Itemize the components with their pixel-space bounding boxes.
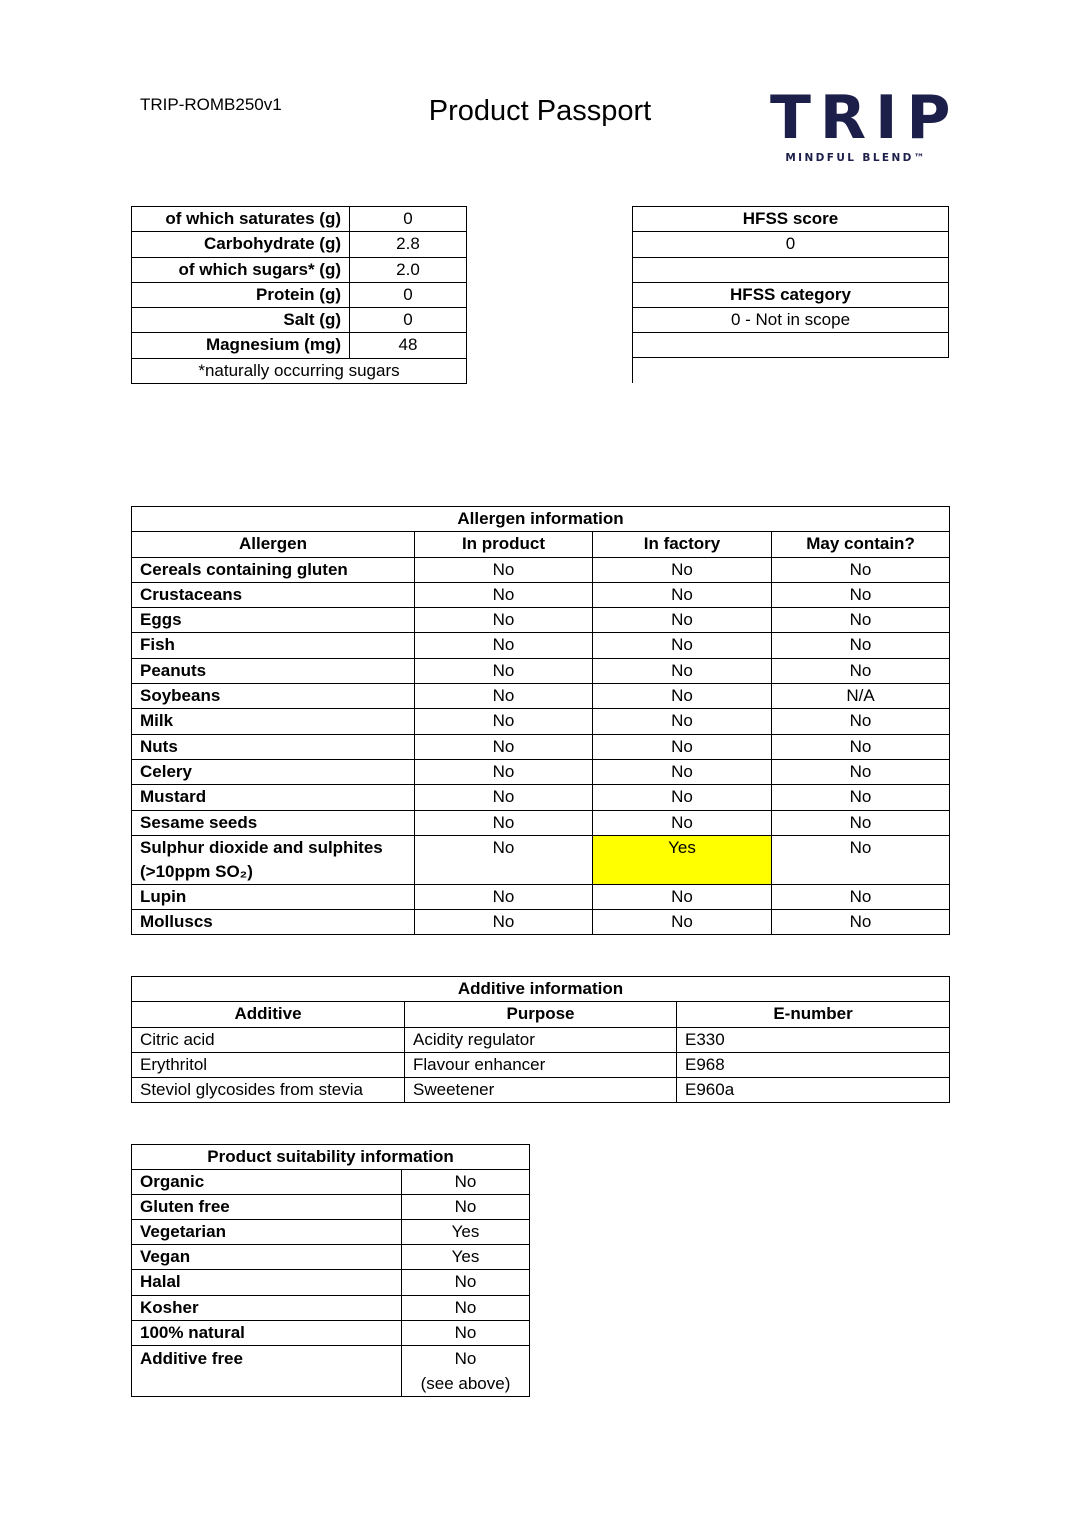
allergen-name <box>132 759 415 784</box>
allergen-name <box>132 633 415 658</box>
allergen-row <box>132 608 950 633</box>
allergen-name-line: Eggs <box>140 610 182 630</box>
allergen-name-line: Soybeans <box>140 686 221 706</box>
suitability-row <box>132 1295 530 1320</box>
allergen-name <box>132 785 415 810</box>
nutrition-label: of which sugars* (g) <box>132 257 350 282</box>
nutrition-value: 0 <box>350 308 467 333</box>
allergen-in-factory: No <box>593 684 772 709</box>
suitability-value-line: No <box>454 1197 477 1217</box>
allergen-row <box>132 633 950 658</box>
allergen-in-factory: No <box>593 910 772 935</box>
nutrition-footnote: *naturally occurring sugars <box>132 358 467 383</box>
suitability-label: Halal <box>132 1270 402 1295</box>
hfss-category-label: HFSS category <box>632 282 949 307</box>
suitability-value-line: No <box>454 1172 477 1192</box>
additive-header-purpose: Purpose <box>405 1002 677 1027</box>
allergen-may-contain: No <box>772 582 950 607</box>
nutrition-value: 2.8 <box>350 232 467 257</box>
suitability-value-line: No <box>454 1297 477 1317</box>
suitability-value <box>402 1220 530 1245</box>
suitability-value-line: No <box>454 1272 477 1292</box>
allergen-in-factory: No <box>593 759 772 784</box>
additive-title: Additive information <box>132 977 950 1002</box>
hfss-score-label: HFSS score <box>632 206 949 231</box>
suitability-row <box>132 1345 530 1396</box>
allergen-in-factory: No <box>593 582 772 607</box>
allergen-in-product: No <box>415 884 593 909</box>
allergen-in-factory: No <box>593 734 772 759</box>
allergen-in-factory: No <box>593 658 772 683</box>
allergen-name <box>132 658 415 683</box>
allergen-may-contain: No <box>772 785 950 810</box>
allergen-may-contain: No <box>772 633 950 658</box>
allergen-row <box>132 734 950 759</box>
hfss-spacer-row <box>632 257 949 282</box>
allergen-row <box>132 684 950 709</box>
suitability-value <box>402 1270 530 1295</box>
suitability-label: Vegetarian <box>132 1220 402 1245</box>
additive-header-additive: Additive <box>132 1002 405 1027</box>
suitability-value <box>402 1320 530 1345</box>
allergen-name <box>132 835 415 884</box>
hfss-box <box>632 206 949 383</box>
allergen-table <box>131 506 950 935</box>
additive-enumber: E960a <box>677 1078 950 1103</box>
allergen-title: Allergen information <box>132 507 950 532</box>
allergen-name-line2: (>10ppm SO₂) <box>140 861 253 881</box>
allergen-in-product: No <box>415 835 593 884</box>
allergen-row <box>132 785 950 810</box>
suitability-value <box>402 1345 530 1396</box>
nutrition-row <box>132 207 467 232</box>
allergen-name-line: Crustaceans <box>140 584 243 604</box>
nutrition-label: Magnesium (mg) <box>132 333 350 358</box>
hfss-empty-row <box>632 332 949 357</box>
allergen-in-product: No <box>415 557 593 582</box>
suitability-row <box>132 1220 530 1245</box>
suitability-row <box>132 1270 530 1295</box>
allergen-may-contain: No <box>772 759 950 784</box>
suitability-title: Product suitability information <box>132 1145 530 1170</box>
additive-name: Erythritol <box>132 1052 405 1077</box>
nutrition-row <box>132 232 467 257</box>
allergen-in-factory: No <box>593 633 772 658</box>
allergen-row <box>132 658 950 683</box>
suitability-label: 100% natural <box>132 1320 402 1345</box>
allergen-in-product: No <box>415 785 593 810</box>
logo-wordmark: TRIP <box>770 83 960 153</box>
additive-row <box>132 1027 950 1052</box>
suitability-value <box>402 1170 530 1195</box>
allergen-name-line: Nuts <box>140 736 178 756</box>
allergen-in-factory: No <box>593 608 772 633</box>
allergen-title-row <box>132 507 950 532</box>
allergen-may-contain: No <box>772 608 950 633</box>
suitability-row <box>132 1195 530 1220</box>
allergen-row <box>132 810 950 835</box>
allergen-header-allergen: Allergen <box>132 532 415 557</box>
allergen-row <box>132 759 950 784</box>
additive-enumber: E968 <box>677 1052 950 1077</box>
nutrition-row <box>132 308 467 333</box>
allergen-name-line: Cereals containing gluten <box>140 559 348 579</box>
allergen-header-may-contain: May contain? <box>772 532 950 557</box>
allergen-row <box>132 709 950 734</box>
hfss-score-value: 0 <box>632 231 949 256</box>
allergen-in-product: No <box>415 608 593 633</box>
allergen-in-product: No <box>415 734 593 759</box>
allergen-name-line: Peanuts <box>140 660 207 680</box>
nutrition-value: 48 <box>350 333 467 358</box>
additive-title-row <box>132 977 950 1002</box>
suitability-value <box>402 1295 530 1320</box>
allergen-may-contain: No <box>772 557 950 582</box>
nutrition-label: Carbohydrate (g) <box>132 232 350 257</box>
allergen-row <box>132 557 950 582</box>
allergen-name <box>132 709 415 734</box>
suitability-value-line: Yes <box>451 1247 480 1267</box>
suitability-label: Vegan <box>132 1245 402 1270</box>
suitability-value-line: Yes <box>451 1222 480 1242</box>
allergen-name <box>132 582 415 607</box>
allergen-may-contain: No <box>772 658 950 683</box>
additive-purpose: Sweetener <box>405 1078 677 1103</box>
suitability-value-line: No <box>454 1348 477 1368</box>
additive-name: Steviol glycosides from stevia <box>132 1078 405 1103</box>
allergen-name-line: Sesame seeds <box>140 812 258 832</box>
hfss-category-value: 0 - Not in scope <box>632 307 949 332</box>
allergen-in-product: No <box>415 658 593 683</box>
nutrition-row <box>132 257 467 282</box>
allergen-in-factory: No <box>593 557 772 582</box>
allergen-in-factory: No <box>593 884 772 909</box>
additive-name: Citric acid <box>132 1027 405 1052</box>
allergen-row <box>132 835 950 884</box>
suitability-value-line: No <box>454 1322 477 1342</box>
suitability-row <box>132 1170 530 1195</box>
allergen-name <box>132 734 415 759</box>
suitability-row <box>132 1320 530 1345</box>
additive-header-row <box>132 1002 950 1027</box>
suitability-value <box>402 1245 530 1270</box>
allergen-name-line: Lupin <box>140 886 187 906</box>
additive-row <box>132 1052 950 1077</box>
nutrition-value: 0 <box>350 207 467 232</box>
suitability-label: Organic <box>132 1170 402 1195</box>
allergen-name-line: Sulphur dioxide and sulphites <box>140 837 383 857</box>
allergen-may-contain: No <box>772 734 950 759</box>
nutrition-label: Salt (g) <box>132 308 350 333</box>
suitability-value <box>402 1195 530 1220</box>
allergen-header-row <box>132 532 950 557</box>
allergen-may-contain: No <box>772 810 950 835</box>
additive-row <box>132 1078 950 1103</box>
additive-purpose: Flavour enhancer <box>405 1052 677 1077</box>
allergen-name-line: Celery <box>140 761 192 781</box>
allergen-row <box>132 910 950 935</box>
allergen-name <box>132 910 415 935</box>
suitability-title-row <box>132 1145 530 1170</box>
allergen-name <box>132 884 415 909</box>
allergen-header-in-product: In product <box>415 532 593 557</box>
allergen-name-line: Milk <box>140 711 174 731</box>
additive-purpose: Acidity regulator <box>405 1027 677 1052</box>
suitability-label: Additive free <box>132 1345 402 1396</box>
allergen-in-product: No <box>415 810 593 835</box>
allergen-in-product: No <box>415 582 593 607</box>
additive-header-enumber: E-number <box>677 1002 950 1027</box>
allergen-may-contain: No <box>772 835 950 884</box>
nutrition-row <box>132 333 467 358</box>
additive-enumber: E330 <box>677 1027 950 1052</box>
allergen-may-contain: No <box>772 709 950 734</box>
nutrition-label: of which saturates (g) <box>132 207 350 232</box>
suitability-label: Kosher <box>132 1295 402 1320</box>
nutrition-value: 0 <box>350 282 467 307</box>
allergen-in-product: No <box>415 759 593 784</box>
suitability-value-line2: (see above) <box>420 1373 511 1393</box>
allergen-row <box>132 582 950 607</box>
allergen-name <box>132 684 415 709</box>
allergen-may-contain: N/A <box>772 684 950 709</box>
suitability-label: Gluten free <box>132 1195 402 1220</box>
allergen-name <box>132 557 415 582</box>
suitability-row <box>132 1245 530 1270</box>
allergen-row <box>132 884 950 909</box>
brand-logo <box>770 83 960 164</box>
allergen-name <box>132 810 415 835</box>
allergen-in-product: No <box>415 910 593 935</box>
nutrition-table <box>131 206 467 384</box>
allergen-name-line: Mustard <box>140 787 207 807</box>
nutrition-label: Protein (g) <box>132 282 350 307</box>
allergen-name-line: Molluscs <box>140 912 213 932</box>
allergen-in-product: No <box>415 684 593 709</box>
allergen-may-contain: No <box>772 884 950 909</box>
additive-table <box>131 976 950 1103</box>
allergen-in-product: No <box>415 633 593 658</box>
allergen-name <box>132 608 415 633</box>
allergen-may-contain: No <box>772 910 950 935</box>
allergen-name-line: Fish <box>140 635 175 655</box>
allergen-in-factory: No <box>593 709 772 734</box>
allergen-in-factory: Yes <box>593 835 772 884</box>
document-code: TRIP-ROMB250v1 <box>140 95 282 114</box>
hfss-tail-border <box>632 358 949 383</box>
nutrition-footnote-row <box>132 358 467 383</box>
allergen-in-product: No <box>415 709 593 734</box>
page-title: Product Passport <box>428 95 652 127</box>
nutrition-value: 2.0 <box>350 257 467 282</box>
allergen-header-in-factory: In factory <box>593 532 772 557</box>
allergen-in-factory: No <box>593 810 772 835</box>
logo-tagline: MINDFUL BLEND™ <box>785 152 927 164</box>
allergen-in-factory: No <box>593 785 772 810</box>
suitability-table <box>131 1144 530 1397</box>
nutrition-row <box>132 282 467 307</box>
